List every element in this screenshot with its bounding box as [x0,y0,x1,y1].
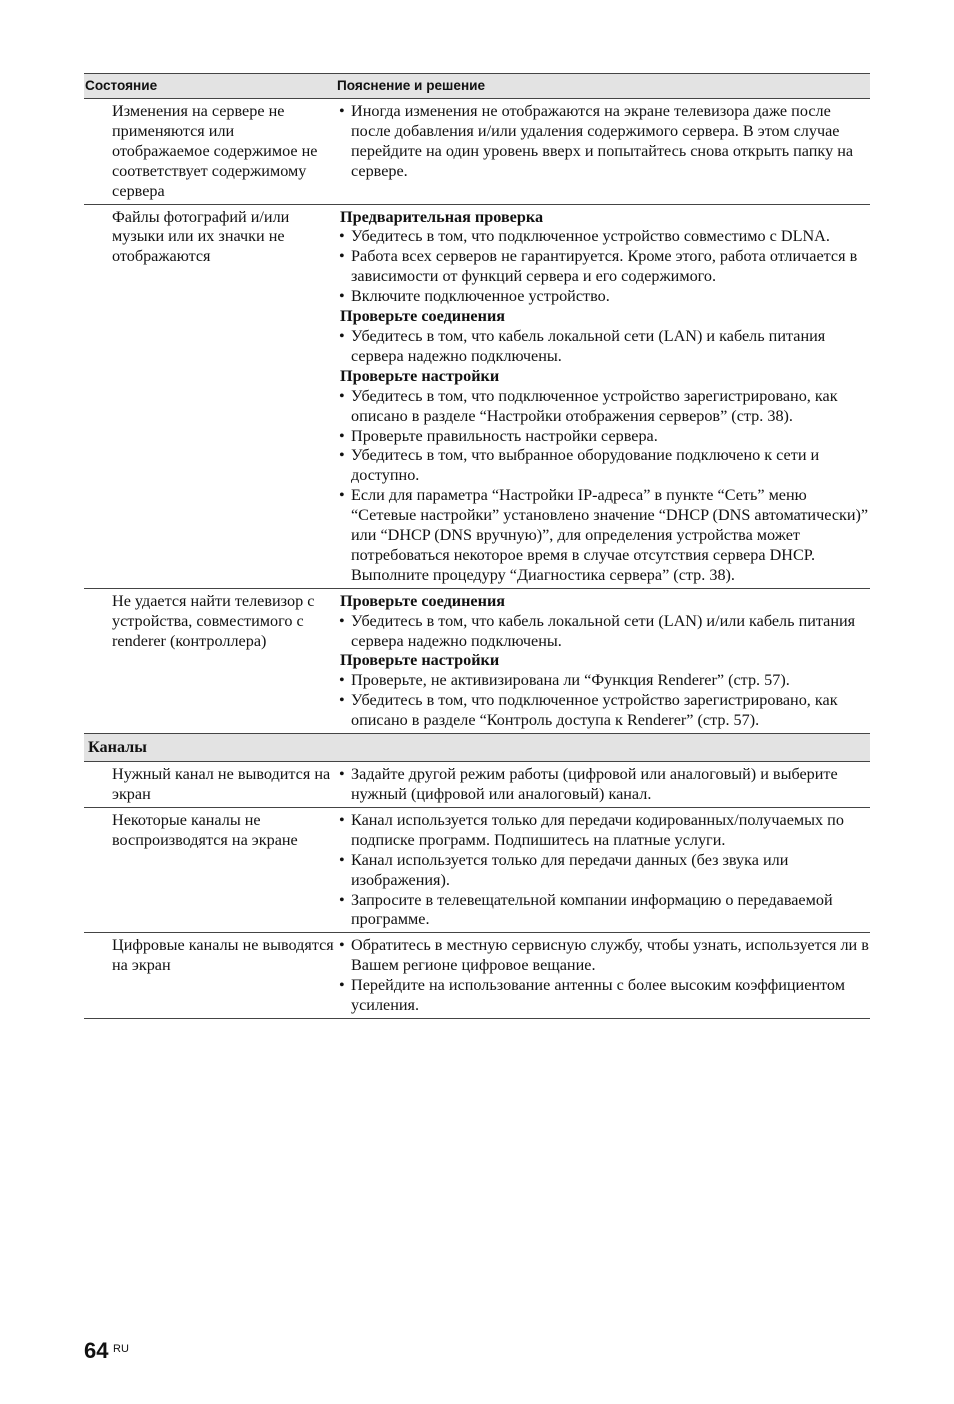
row-state: Некоторые каналы не воспроизводятся на экране [112,810,298,849]
table-row [84,933,870,1019]
row-state: Файлы фотографий и/или музыки или их значки не отображаются [112,207,290,266]
column-header-state: Состояние [85,78,158,93]
bullet-item: • Убедитесь в том, что кабель локальной сети (LAN) и кабель питания сервера надежно подключены. [339,327,870,367]
bullet-item: • Канал используется только для передачи данных (без звука или изображения). [339,851,870,891]
bullet-item: • Убедитесь в том, что подключенное устройство совместимо с DLNA. [339,227,870,247]
table-row [84,205,870,589]
bullet-item: • Убедитесь в том, что выбранное оборудование подключено к сети и доступно. [339,446,870,486]
bullet-item: • Проверьте правильность настройки сервера. [339,427,870,447]
section-channels: Каналы [84,734,870,762]
row-explanation [339,102,870,202]
bullet-item: • Включите подключенное устройство. [339,287,870,307]
row-explanation [339,936,870,1016]
bullet-item: • Если для параметра “Настройки IP-адреса” в пункте “Сеть” меню “Сетевые настройки” установлено значение “DHCP (DNS автоматически)” или “DHCP (DNS вручную)”, для определения устройства может потребоваться некоторое время в случае отсутствия сервера DHCP. Выполните процедуру “Диагностика сервера” (стр. 38). [339,486,870,586]
subheading: Предварительная проверка [340,207,544,226]
row-state: Нужный канал не выводится на экран [112,765,331,803]
table-row [84,762,870,808]
subheading: Проверьте настройки [340,651,500,670]
subheading: Проверьте соединения [340,591,506,610]
page-language: RU [113,1343,129,1355]
bullet-item: • Обратитесь в местную сервисную службу, чтобы узнать, используется ли в Вашем регионе цифровое вещание. [339,936,870,976]
row-state: Не удается найти телевизор с устройства, совместимого с renderer (контроллера) [112,591,315,650]
bullet-item: • Задайте другой режим работы (цифровой или аналоговый) и выберите нужный (цифровой или аналоговый) канал. [339,765,870,805]
bullet-item: • Работа всех серверов не гарантируется. Кроме этого, работа отличается в зависимости от функций сервера и его содержимого. [339,247,870,287]
column-header-explanation: Пояснение и решение [337,78,486,93]
row-explanation [339,592,870,731]
table-row [84,808,870,933]
row-explanation [339,811,870,930]
row-explanation [339,208,870,586]
bullet-item: • Запросите в телевещательной компании информацию о передаваемой программе. [339,891,870,931]
bullet-item: • Иногда изменения не отображаются на экране телевизора даже после после добавления и/или удаления содержимого сервера. В этом случае перейдите на один уровень вверх и попытайтесь снова открыть папку на сервере. [339,102,870,182]
network-rows [84,99,870,734]
bullet-item: • Убедитесь в том, что подключенное устройство зарегистрировано, как описано в разделе “Настройки отображения серверов” (стр. 38). [339,387,870,427]
bullet-item: • Убедитесь в том, что кабель локальной сети (LAN) и/или кабель питания сервера надежно подключены. [339,612,870,652]
bullet-item: • Проверьте, не активизирована ли “Функция Renderer” (стр. 57). [339,671,870,691]
table-header [84,73,870,99]
table-row [84,589,870,734]
row-explanation [339,765,870,805]
channel-rows [84,762,870,1019]
row-state: Изменения на сервере не применяются или отображаемое содержимое не соответствует содержимому сервера [112,102,318,200]
subheading: Проверьте настройки [340,366,500,385]
troubleshooting-table [84,73,870,1019]
bullet-item: • Перейдите на использование антенны с более высоким коэффициентом усиления. [339,976,870,1016]
bullet-item: • Канал используется только для передачи кодированных/получаемых по подписке программ. Подпишитесь на платные услуги. [339,811,870,851]
subheading: Проверьте соединения [340,307,506,326]
row-state: Цифровые каналы не выводятся на экран [112,936,334,975]
bullet-item: • Убедитесь в том, что подключенное устройство зарегистрировано, как описано в разделе “Контроль доступа к Renderer” (стр. 57). [339,691,870,731]
page-number: 64 [84,1338,109,1363]
table-row [84,99,870,205]
